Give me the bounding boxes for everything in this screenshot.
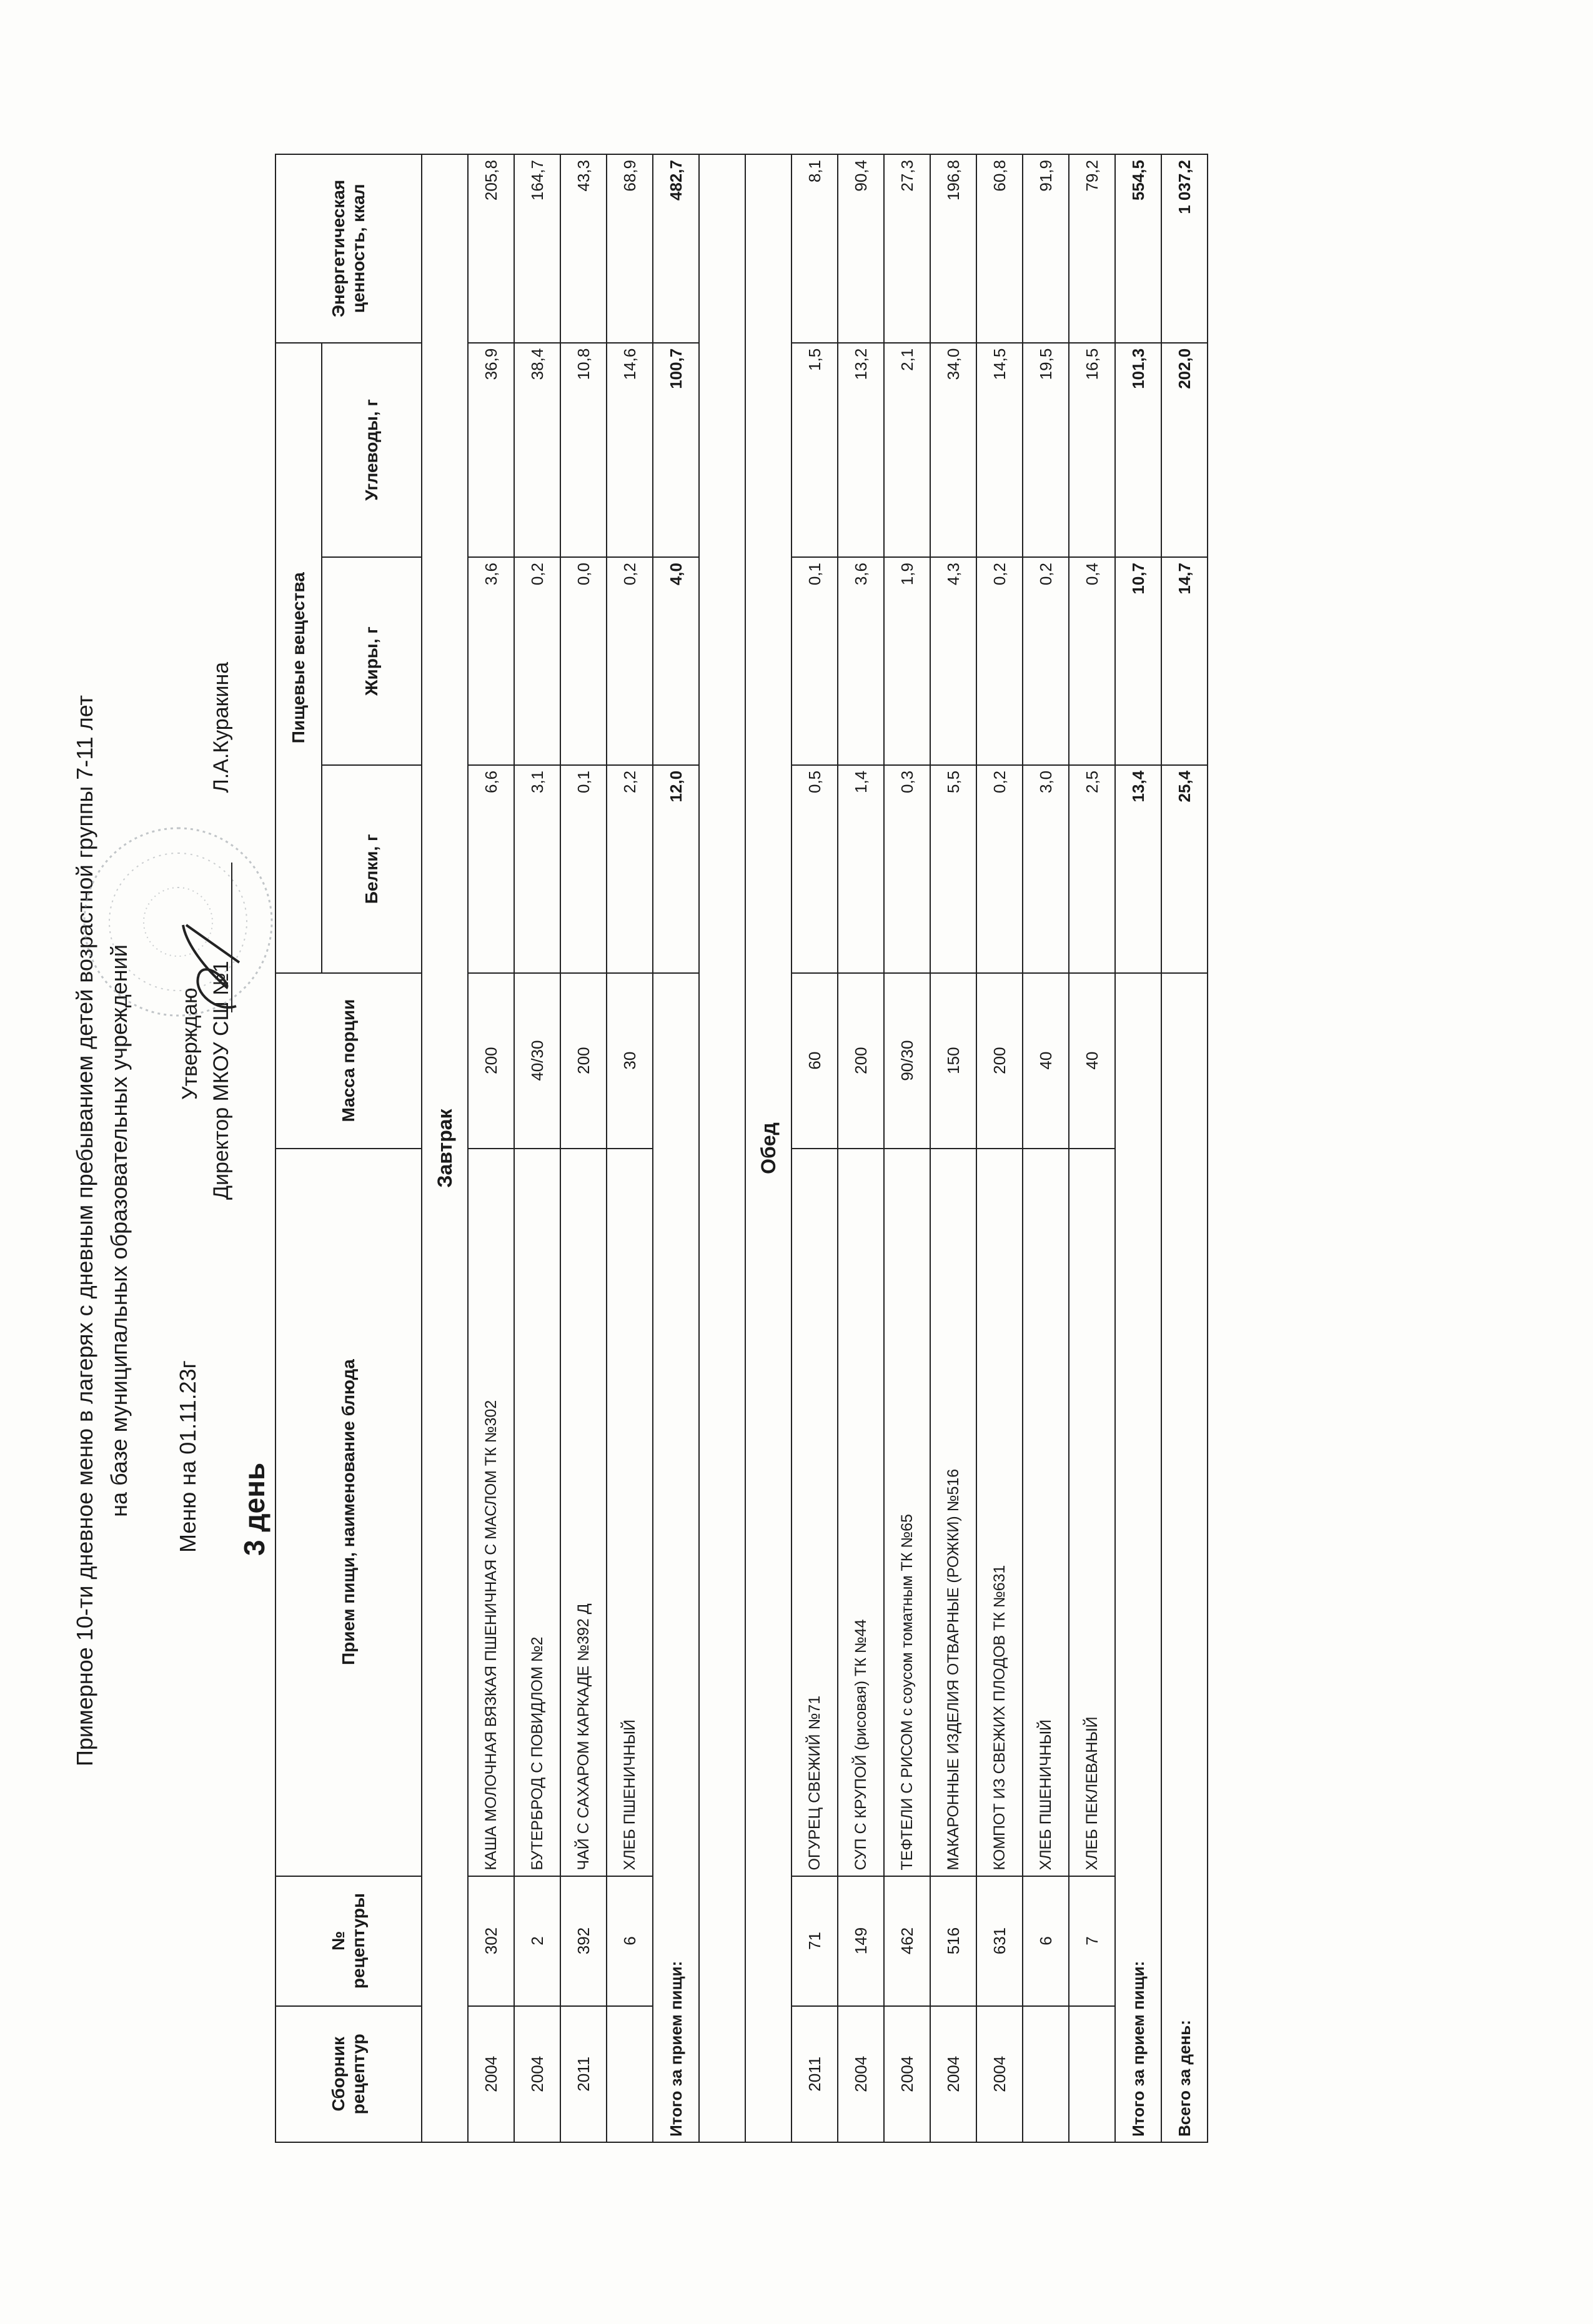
cell-protein: 0,5 (792, 765, 838, 973)
section-lunch: Обед (745, 154, 792, 2142)
breakfast-total-row (653, 154, 699, 2142)
table-row (884, 154, 930, 2142)
cell-recipe: 631 (976, 1876, 1023, 2006)
cell-energy: 79,2 (1069, 154, 1115, 343)
cell-mass: 200 (560, 973, 607, 1149)
cell-protein: 0,3 (884, 765, 930, 973)
cell-carbs: 38,4 (514, 343, 560, 557)
cell-fat: 3,6 (468, 557, 514, 765)
cell-recipe: 7 (1069, 1876, 1115, 2006)
cell-protein: 0,2 (976, 765, 1023, 973)
cell-carbs: 16,5 (1069, 343, 1115, 557)
total-carbs: 100,7 (653, 343, 699, 557)
cell-dish: ХЛЕБ ПШЕНИЧНЫЙ (607, 1149, 653, 1876)
cell-mass: 40/30 (514, 973, 560, 1149)
spacer-row (699, 154, 745, 2142)
cell-energy: 27,3 (884, 154, 930, 343)
cell-fat: 0,0 (560, 557, 607, 765)
day-total-label: Всего за день: (1161, 973, 1208, 2142)
cell-dish: МАКАРОННЫЕ ИЗДЕЛИЯ ОТВАРНЫЕ (РОЖКИ) №516 (930, 1149, 976, 1876)
cell-protein: 0,1 (560, 765, 607, 973)
table-row (607, 154, 653, 2142)
cell-energy: 196,8 (930, 154, 976, 343)
cell-mass: 40 (1069, 973, 1115, 1149)
round-stamp-image (75, 819, 281, 1025)
cell-recipe: 2 (514, 1876, 560, 2006)
cell-recipe: 462 (884, 1876, 930, 2006)
cell-recipe: 516 (930, 1876, 976, 2006)
cell-mass: 30 (607, 973, 653, 1149)
cell-collection: 2004 (930, 2006, 976, 2142)
cell-carbs: 34,0 (930, 343, 976, 557)
table-row (1023, 154, 1069, 2142)
cell-collection: 2004 (514, 2006, 560, 2142)
approve-name: Л.А.Куракина (209, 661, 233, 793)
cell-energy: 91,9 (1023, 154, 1069, 343)
header-mass: Масса порции (275, 973, 422, 1149)
cell-fat: 0,2 (1023, 557, 1069, 765)
cell-fat: 3,6 (838, 557, 884, 765)
cell-energy: 205,8 (468, 154, 514, 343)
header-collection: Сборник рецептур (275, 2006, 422, 2142)
cell-dish: ТЕФТЕЛИ С РИСОМ с соусом томатным ТК №65 (884, 1149, 930, 1876)
total-energy: 554,5 (1115, 154, 1161, 343)
cell-protein: 2,5 (1069, 765, 1115, 973)
cell-dish: ОГУРЕЦ СВЕЖИЙ №71 (792, 1149, 838, 1876)
menu-date: Меню на 01.11.23г (175, 1360, 201, 1553)
cell-protein: 3,0 (1023, 765, 1069, 973)
signature-image (180, 906, 249, 1019)
approve-position: Директор МКОУ СШ №1 (209, 961, 233, 1200)
cell-collection: 2004 (838, 2006, 884, 2142)
cell-collection: 2004 (884, 2006, 930, 2142)
table-row (560, 154, 607, 2142)
approve-label: Утверждаю (178, 987, 202, 1100)
document-title-line-1: Примерное 10-ти дневное меню в лагерях с дневным пребыванием детей возрастной группы 7-11 лет (72, 695, 97, 1767)
total-fat: 10,7 (1115, 557, 1161, 765)
cell-collection: 2004 (976, 2006, 1023, 2142)
cell-fat: 0,2 (514, 557, 560, 765)
day-label: 3 день (238, 1462, 270, 1556)
cell-fat: 0,4 (1069, 557, 1115, 765)
cell-collection (607, 2006, 653, 2142)
menu-table (275, 154, 1208, 2143)
header-dish: Прием пищи, наименование блюда (275, 1149, 422, 1876)
cell-mass: 200 (838, 973, 884, 1149)
section-breakfast: Завтрак (422, 154, 468, 2142)
cell-carbs: 1,5 (792, 343, 838, 557)
cell-mass: 40 (1023, 973, 1069, 1149)
cell-mass: 200 (976, 973, 1023, 1149)
total-energy: 482,7 (653, 154, 699, 343)
cell-dish: ЧАЙ С САХАРОМ КАРКАДЕ №392 Д (560, 1149, 607, 1876)
day-total-energy: 1 037,2 (1161, 154, 1208, 343)
day-total-carbs: 202,0 (1161, 343, 1208, 557)
cell-carbs: 14,6 (607, 343, 653, 557)
cell-collection: 2004 (468, 2006, 514, 2142)
day-total-row (1161, 154, 1208, 2142)
cell-collection (1069, 2006, 1115, 2142)
header-carbs: Углеводы, г (322, 343, 422, 557)
cell-protein: 5,5 (930, 765, 976, 973)
cell-protein: 3,1 (514, 765, 560, 973)
cell-mass: 200 (468, 973, 514, 1149)
lunch-total-row (1115, 154, 1161, 2142)
cell-carbs: 10,8 (560, 343, 607, 557)
section-breakfast-row (422, 154, 468, 2142)
cell-fat: 1,9 (884, 557, 930, 765)
cell-mass: 150 (930, 973, 976, 1149)
table-row (1069, 154, 1115, 2142)
day-total-protein: 25,4 (1161, 765, 1208, 973)
total-fat: 4,0 (653, 557, 699, 765)
cell-recipe: 302 (468, 1876, 514, 2006)
cell-collection: 2011 (792, 2006, 838, 2142)
cell-collection: 2011 (560, 2006, 607, 2142)
lunch-total-label: Итого за прием пищи: (1115, 973, 1161, 2142)
breakfast-total-label: Итого за прием пищи: (653, 973, 699, 2142)
table-row (792, 154, 838, 2142)
cell-dish: КОМПОТ ИЗ СВЕЖИХ ПЛОДОВ ТК №631 (976, 1149, 1023, 1876)
signature-line (231, 863, 232, 1012)
table-header-row (275, 154, 322, 2142)
cell-protein: 2,2 (607, 765, 653, 973)
cell-dish: СУП С КРУПОЙ (рисовая) ТК №44 (838, 1149, 884, 1876)
cell-dish: ХЛЕБ ПШЕНИЧНЫЙ (1023, 1149, 1069, 1876)
cell-dish: ХЛЕБ ПЕКЛЕВАНЫЙ (1069, 1149, 1115, 1876)
header-nutrients: Пищевые вещества (275, 343, 322, 973)
day-total-fat: 14,7 (1161, 557, 1208, 765)
cell-mass: 60 (792, 973, 838, 1149)
document-title-line-2: на базе муниципальных образовательных учреждений (106, 944, 132, 1517)
cell-carbs: 19,5 (1023, 343, 1069, 557)
cell-fat: 0,1 (792, 557, 838, 765)
table-row (838, 154, 884, 2142)
cell-recipe: 392 (560, 1876, 607, 2006)
header-protein: Белки, г (322, 765, 422, 973)
total-protein: 13,4 (1115, 765, 1161, 973)
cell-carbs: 2,1 (884, 343, 930, 557)
cell-fat: 4,3 (930, 557, 976, 765)
cell-dish: БУТЕРБРОД С ПОВИДЛОМ №2 (514, 1149, 560, 1876)
cell-fat: 0,2 (607, 557, 653, 765)
total-protein: 12,0 (653, 765, 699, 973)
cell-recipe: 149 (838, 1876, 884, 2006)
cell-energy: 90,4 (838, 154, 884, 343)
cell-fat: 0,2 (976, 557, 1023, 765)
cell-recipe: 71 (792, 1876, 838, 2006)
cell-recipe: 6 (1023, 1876, 1069, 2006)
table-row (468, 154, 514, 2142)
header-recipe-number: № рецептуры (275, 1876, 422, 2006)
table-row (930, 154, 976, 2142)
section-lunch-row (745, 154, 792, 2142)
header-energy: Энергетическая ценность, ккал (275, 154, 422, 343)
cell-carbs: 36,9 (468, 343, 514, 557)
cell-protein: 6,6 (468, 765, 514, 973)
cell-energy: 60,8 (976, 154, 1023, 343)
header-fat: Жиры, г (322, 557, 422, 765)
cell-energy: 43,3 (560, 154, 607, 343)
cell-mass: 90/30 (884, 973, 930, 1149)
cell-carbs: 14,5 (976, 343, 1023, 557)
cell-protein: 1,4 (838, 765, 884, 973)
cell-carbs: 13,2 (838, 343, 884, 557)
cell-energy: 8,1 (792, 154, 838, 343)
cell-energy: 68,9 (607, 154, 653, 343)
total-carbs: 101,3 (1115, 343, 1161, 557)
table-row (514, 154, 560, 2142)
cell-collection (1023, 2006, 1069, 2142)
cell-energy: 164,7 (514, 154, 560, 343)
cell-dish: КАША МОЛОЧНАЯ ВЯЗКАЯ ПШЕНИЧНАЯ С МАСЛОМ ТК №302 (468, 1149, 514, 1876)
cell-recipe: 6 (607, 1876, 653, 2006)
table-row (976, 154, 1023, 2142)
